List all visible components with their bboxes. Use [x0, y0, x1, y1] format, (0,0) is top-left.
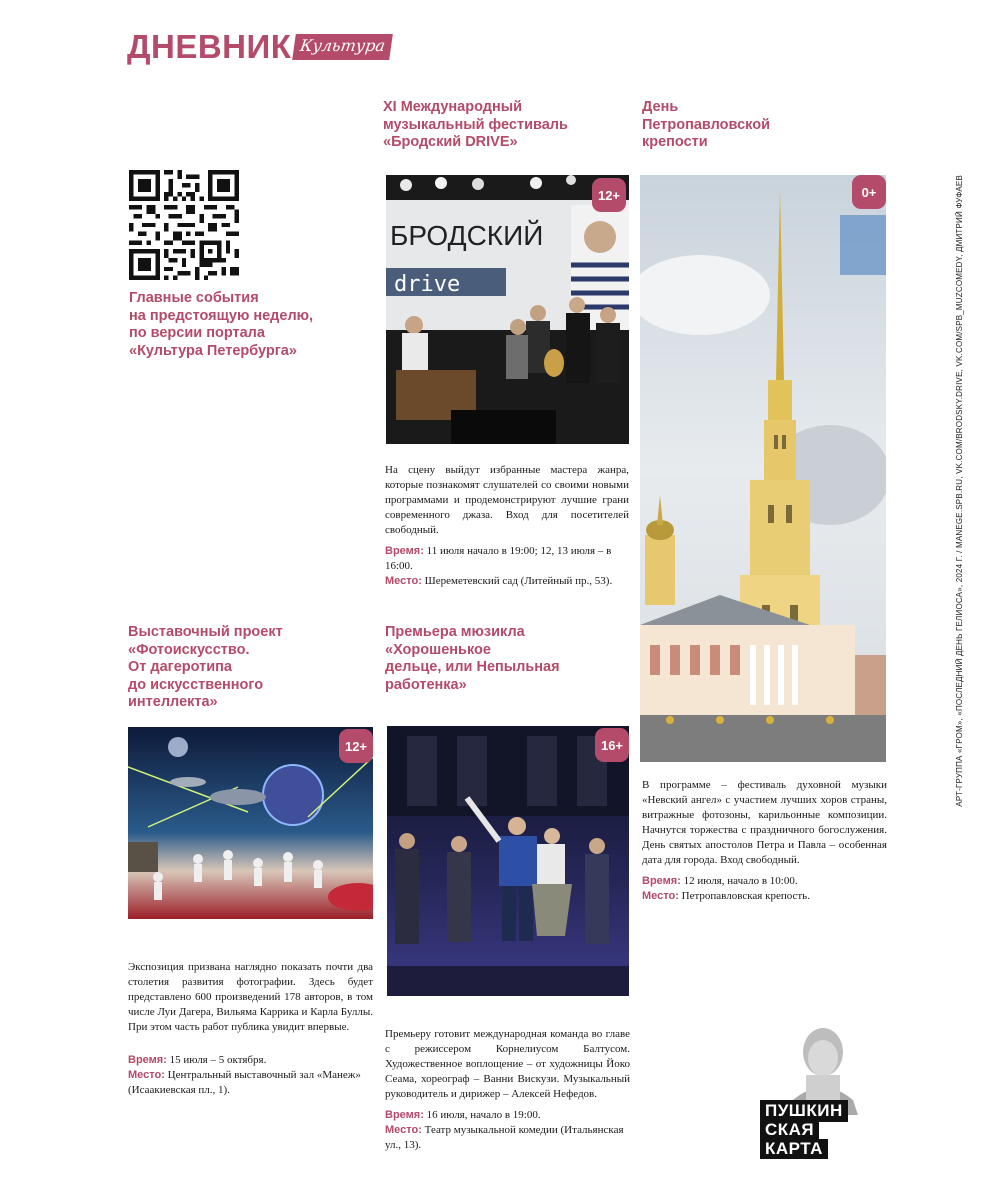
event-heading-fortress [642, 99, 882, 152]
event-description-musical: Премьеру готовит международная команда во главе с режиссером Корнелиусом Балтусом. Художественное воплощение – от художницы Йоко Сеама, хореограф – Ванни Вискузи. Музыкальный руководитель и дирижер – Алексей Нефедов. [385, 1028, 630, 1100]
place-label: Место: [385, 575, 422, 587]
event-heading-musical [385, 624, 625, 694]
event-meta-exhibition [128, 1053, 373, 1098]
heading-line: «Фотоискусство. [128, 641, 250, 658]
heading-line: до искусственного [128, 676, 264, 693]
heading-line: «Бродский DRIVE» [383, 134, 518, 150]
place-label: Место: [642, 890, 679, 902]
age-rating-badge: 0+ [852, 175, 886, 209]
intro-heading [129, 290, 359, 360]
time-label: Время: [385, 545, 424, 557]
heading-line: работенка» [385, 676, 467, 693]
event-place: Шереметевский сад (Литейный пр., 53). [424, 575, 613, 587]
brodsky-drive-photo [386, 175, 629, 444]
pushkin-card-wordmark [760, 1100, 848, 1122]
event-meta-fortress [642, 874, 887, 904]
time-label: Время: [642, 875, 681, 887]
heading-line: крепости [642, 134, 708, 150]
pushkin-card-wordmark [760, 1120, 819, 1140]
pushkin-word-3: КАРТА [765, 1139, 823, 1158]
cathedral-image [640, 175, 886, 762]
event-heading-brodsky [383, 99, 623, 152]
event-time: 12 июля, начало в 10:00. [683, 875, 798, 887]
heading-line: дельце, или Непыльная [385, 659, 560, 675]
event-place: Петропавловская крепость. [681, 890, 810, 902]
photo-credit [952, 175, 966, 807]
time-label: Время: [128, 1054, 167, 1066]
event-description-fortress: В программе – фестиваль духовной музыки «Невский ангел» с участием лучших хоров страны, витражные фотозоны, карильонные композиции. Начнутся торжества с праздничного богослужения. День святых апостолов Петра и Павла – особенная дата для города. Вход свободный. [642, 779, 887, 866]
exhibition-photo [128, 727, 373, 919]
heading-line: Выставочный проект [128, 624, 283, 640]
event-meta-brodsky [385, 544, 629, 589]
heading-line: От дагеротипа [128, 659, 232, 675]
event-time: 15 июля – 5 октября. [169, 1054, 267, 1066]
stage-sign-subtitle: drive [394, 272, 461, 297]
event-description-brodsky: На сцену выйдут избранные мастера жанра, которые познакомят слушателей со своими новыми программами и продемонстрируют лучшие грани современного джаза. Вход для посетителей свободный. [385, 464, 629, 536]
heading-line: интеллекта» [128, 694, 218, 710]
pushkin-word-1: ПУШКИН [765, 1101, 843, 1120]
heading-line: «Хорошенькое [385, 641, 491, 658]
heading-line: Петропавловской [642, 116, 770, 133]
event-place: Театр музыкальной комедии (Итальянская ул., 13). [385, 1124, 624, 1151]
heading-line: по версии портала [129, 325, 265, 341]
event-time: 16 июля, начало в 19:00. [426, 1109, 541, 1121]
event-place: Центральный выставочный зал «Манеж» (Исаакиевская пл., 1). [128, 1069, 361, 1096]
heading-line: XI Международный [383, 99, 523, 115]
heading-line: музыкальный фестиваль [383, 116, 568, 133]
photo-credit-text: АРТ-ГРУППА «ГРОМ», «ПОСЛЕДНИЙ ДЕНЬ ГЕЛИОСА», 2024 Г. / MANEGE.SPB.RU, VK.COM/BRODSKY.DRIVE, VK.COM/SPB_MUZCOMEDY, ДМИТРИЙ ФУФАЕВ [954, 175, 964, 807]
age-rating-badge: 12+ [339, 729, 373, 763]
heading-line: на предстоящую неделю, [129, 307, 314, 324]
masthead-badge: Культура [293, 34, 393, 60]
event-meta-musical [385, 1108, 630, 1153]
pushkin-card-wordmark [760, 1139, 828, 1159]
peter-paul-fortress-photo [640, 175, 886, 762]
event-heading-exhibition [128, 624, 368, 712]
stage-performance-image [387, 726, 629, 996]
place-label: Место: [128, 1069, 165, 1081]
stage-sign-title: БРОДСКИЙ [390, 220, 544, 251]
masthead [127, 30, 391, 64]
musical-photo [387, 726, 629, 996]
pushkin-word-2: СКАЯ [765, 1120, 815, 1139]
place-label: Место: [385, 1124, 422, 1136]
space-art-image [128, 727, 373, 919]
heading-line: День [642, 99, 679, 115]
heading-line: «Культура Петербурга» [129, 342, 297, 359]
event-time: 11 июля начало в 19:00; 12, 13 июля – в 16:00. [385, 545, 612, 572]
heading-line: Главные события [129, 290, 259, 306]
masthead-title: ДНЕВНИК [127, 28, 292, 65]
qr-code[interactable] [129, 170, 239, 280]
age-rating-badge: 12+ [592, 178, 626, 212]
concert-stage-image [386, 175, 629, 444]
time-label: Время: [385, 1109, 424, 1121]
heading-line: Премьера мюзикла [385, 624, 525, 640]
event-description-exhibition: Экспозиция призвана наглядно показать почти два столетия развития фотографии. Здесь будет представлено 600 произведений 178 авторов, в том числе Луи Дагера, Вильяма Каррика и Карла Буллы. При этом часть работ публика увидит впервые. [128, 961, 373, 1033]
age-rating-badge: 16+ [595, 728, 629, 762]
pushkin-card-logo[interactable] [758, 1020, 898, 1160]
